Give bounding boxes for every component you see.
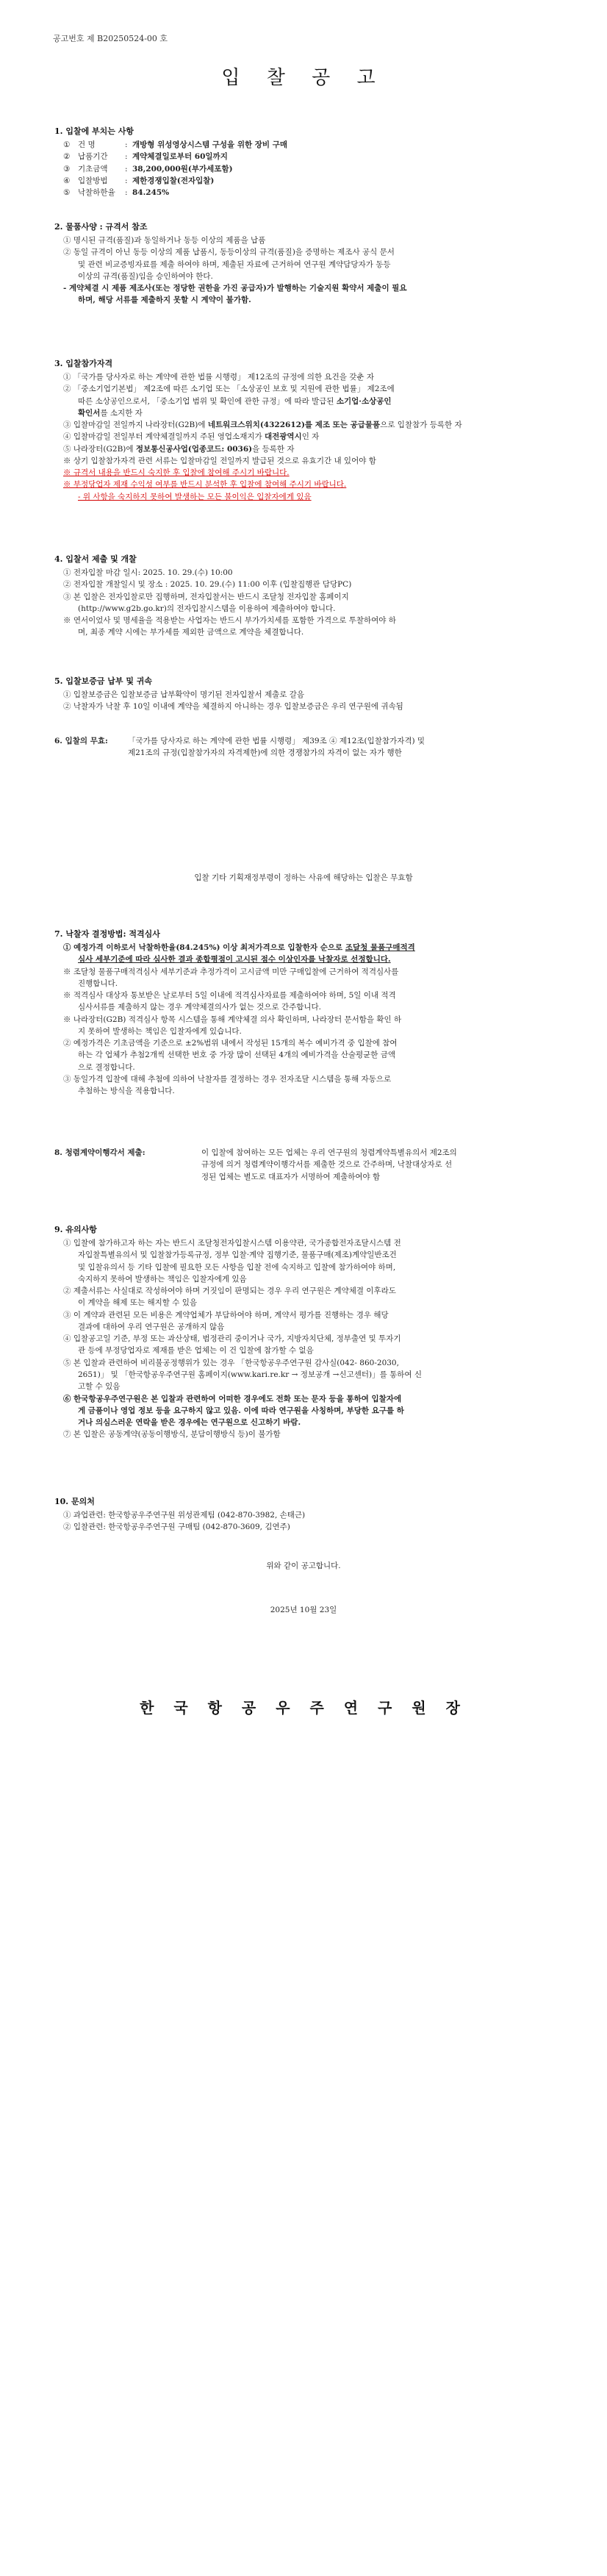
paragraph: ② 예정가격은 기초금액을 기준으로 ±2%범위 내에서 작성된 15개의 복수 예비가격 중 입찰에 참여 — [63, 1039, 398, 1048]
paragraph: 「국가를 당사자로 하는 계약에 관한 법률 시행령」 제39조 ④ 제12조(입찰참가자격) 및 — [128, 737, 425, 745]
paragraph: 및 입찰유의서 등 기타 입찰에 필요한 모든 사항을 입찰 전에 숙지하고 입찰에 참가하여야 하며, — [78, 1262, 396, 1272]
paragraph: ② 제출서류는 사실대로 작성하여야 하며 거짓임이 판명되는 경우 우리 연구원은 계약체결 이후라도 — [63, 1287, 396, 1296]
paragraph: (http://www.g2b.go.kr)의 전자입찰시스템을 이용하여 제출하여야 합니다. — [78, 604, 336, 613]
section-heading: 2. 물품사양 : 규격서 참조 — [54, 222, 148, 232]
base-amount-value: 38,200,000원(부가세포함) — [132, 164, 233, 173]
section-heading: 9. 유의사항 — [54, 1225, 97, 1234]
paragraph: 이 입찰에 참여하는 모든 업체는 우리 연구원의 청렴계약특별유의서 제2조의 — [201, 1148, 457, 1157]
paragraph: ① 「국가를 당사자로 하는 계약에 관한 법률 시행령」 제12조의 규정에 의한 요건을 갖춘 자 — [63, 373, 374, 382]
issuer-signature: 한 국 항 공 우 주 연 구 원 장 — [140, 1699, 467, 1717]
paragraph: ※ 적격심사 대상자 통보받은 날로부터 5일 이내에 적격심사자료를 제출하여야 하며, 5일 이내 적격 — [63, 991, 396, 1001]
paragraph: 며, 최종 계약 시에는 부가세를 제외한 금액으로 계약을 체결합니다. — [78, 628, 304, 637]
section-contact — [54, 1495, 554, 1534]
section-deposit — [54, 675, 554, 713]
paragraph: ※ 연서이었사 및 명세율을 적용받는 사업자는 반드시 부가가치세를 포함한 가격으로 투찰하여야 하 — [63, 616, 396, 626]
paragraph: 추첨하는 방식을 적용합니다. — [78, 1087, 175, 1096]
paragraph: ⑤ 본 입찰과 관련하여 비리불공정행위가 있는 경우 「한국항공우주연구원 감사실(042- 860-2030, — [63, 1358, 399, 1367]
item-row: ② 납품기간 : 계약체결일로부터 60일까지 — [54, 151, 554, 162]
section-heading: 8. 청렴계약이행각서 제출: — [54, 1148, 146, 1157]
warning-text: - 위 사항을 숙지하지 못하여 발생하는 모든 불이익은 입찰자에게 있음 — [78, 492, 312, 501]
section-integrity — [54, 1147, 554, 1183]
paragraph: ③ 입찰마감일 전일까지 나라장터(G2B)에 네트워크스위치(4322612)를 제조 또는 공급물품으로 입찰참가 등록한 자 — [63, 421, 462, 430]
item-row: ③ 기초금액 : 38,200,000원(부가세포함) — [54, 163, 554, 175]
paragraph: ① 입찰에 참가하고자 하는 자는 반드시 조달청전자입찰시스템 이용약관, 국가종합전자조달시스템 전 — [63, 1239, 401, 1248]
paragraph: 심사 세부기준에 따라 심사한 결과 종합평점이 고시된 점수 이상인자를 낙찰자로 선정합니다. — [78, 955, 391, 965]
section-heading: 3. 입찰참가자격 — [54, 359, 113, 368]
paragraph: ※ 나라장터(G2B) 적격심사 항목 시스템을 통해 계약체결 의사 확인하며, 나라장터 문서함을 확인 하 — [63, 1015, 402, 1024]
closing-text: 위와 같이 공고합니다. — [266, 1561, 341, 1570]
paragraph: ① 입찰보증금은 입찰보증금 납부확약이 명기된 전자입찰서 제출로 갈음 — [63, 690, 305, 700]
paragraph: ① 명시된 규격(품질)과 동일하거나 동등 이상의 제품을 납품 — [63, 236, 266, 246]
warning-text: ※ 규격서 내용을 반드시 숙지한 후 입찰에 참여해 주시기 바랍니다. — [63, 468, 290, 478]
paragraph: - 계약체결 시 제품 제조사(또는 정당한 권한을 가진 공급자)가 발행하는 기술지원 확약서 제출이 필요 — [63, 284, 407, 293]
item-row: ⑤ 낙찰하한율 : 84.245% — [54, 187, 554, 198]
paragraph: 이상의 규격(품질)임을 승인하여야 한다. — [78, 271, 213, 281]
section-heading: 6. 입찰의 무효: — [54, 737, 108, 745]
section-submission — [54, 553, 554, 639]
notice-date: 2025년 10월 23일 — [270, 1606, 337, 1614]
paragraph: 규정에 의거 청렴계약이행각서를 제출한 것으로 간주하며, 낙찰대상자로 선 — [201, 1160, 453, 1170]
paragraph: 하는 각 업체가 추첨2개씩 선택한 번호 중 가장 많이 선택된 4개의 예비가격을 산술평균한 금액 — [78, 1051, 396, 1060]
paragraph: 제21조의 규정(입찰참가자의 자격제한)에 의한 경쟁참가의 자격이 없는 자가 행한 — [128, 748, 402, 758]
paragraph: ⑤ 나라장터(G2B)에 정보통신공사업(업종코드: 0036)을 등록한 자 — [63, 444, 295, 454]
paragraph: 지 못하여 발생하는 책임은 입찰자에게 있습니다. — [78, 1026, 242, 1036]
paragraph: 거나 의심스러운 연락을 받은 경우에는 연구원으로 신고하기 바람. — [78, 1418, 301, 1428]
paragraph: ② 낙찰자가 낙찰 후 10일 이내에 계약을 체결하지 아니하는 경우 입찰보증금은 우리 연구원에 귀속됨 — [63, 702, 403, 712]
paragraph: 따른 소상공인으로서, 「중소기업 범위 및 확인에 관한 규정」에 따라 발급된 소기업·소상공인 — [78, 396, 392, 406]
paragraph: ⑦ 본 입찰은 공동계약(공동이행방식, 분담이행방식 등)이 불가함 — [63, 1430, 281, 1439]
paragraph: ④ 입찰마감일 전일부터 계약체결일까지 주된 영업소재지가 대전광역시인 자 — [63, 432, 320, 442]
section-eligibility — [54, 357, 554, 503]
paragraph: 확인서를 소지한 자 — [78, 408, 143, 418]
paragraph: 및 관련 비교증빙자료를 제출 하여야 하며, 제출된 자료에 근거하여 연구원 계약담당자가 동등 — [78, 260, 391, 269]
paragraph: 숙지하지 못하여 발생하는 책임은 입찰자에게 있음 — [78, 1274, 247, 1284]
item-name-value: 개방형 위성영상시스템 구성을 위한 장비 구매 — [132, 140, 287, 150]
paragraph: ③ 동일가격 입찰에 대해 추첨에 의하여 낙찰자를 결정하는 경우 전자조달 시스템을 통해 자동으로 — [63, 1074, 392, 1084]
paragraph: 진행합니다. — [78, 978, 118, 988]
paragraph: 고할 수 있음 — [78, 1382, 121, 1392]
delivery-period-value: 계약체결일로부터 60일까지 — [132, 152, 228, 162]
section-heading: 4. 입찰서 제출 및 개찰 — [54, 554, 137, 564]
section-specs — [54, 221, 554, 307]
paragraph: ※ 조달청 물품구매적격심사 세부기준과 추정가격이 고시금액 미만 구매입찰에 근거하여 적격심사를 — [63, 967, 399, 976]
paragraph: 이 계약을 해제 또는 해지할 수 있음 — [78, 1298, 198, 1308]
paragraph: 심사서류를 제출하지 않는 경우 계약체결의사가 없는 것으로 간주합니다. — [78, 1003, 321, 1012]
paragraph: ③ 이 계약과 관련된 모든 비용은 계약업체가 부담하여야 하며, 계약서 평가를 진행하는 경우 해당 — [63, 1310, 389, 1320]
paragraph: ⑥ 한국항공우주연구원은 본 입찰과 관련하여 어떠한 경우에도 전화 또는 문자 등을 통하여 입찰자에 — [63, 1394, 402, 1403]
paragraph: ② 동일 규격이 아닌 동등 이상의 제품 납품시, 동등이상의 규격(품질)을 증명하는 제조사 공식 문서 — [63, 248, 395, 257]
paragraph: 2651)」 및 「한국항공우주연구원 홈페이지(www.kari.re.kr → 정보공개 →신고센터)」를 통하여 신 — [78, 1370, 423, 1379]
section-heading: 1. 입찰에 부치는 사항 — [54, 126, 134, 136]
contact-line: ② 입찰관련: 한국항공우주연구원 구매팀 (042-870-3609, 김연주) — [63, 1523, 290, 1532]
paragraph: ③ 본 입찰은 전자입찰로만 집행하며, 전자입찰서는 반드시 조달청 전자입찰 홈페이지 — [63, 592, 349, 601]
bid-method-value: 제한경쟁입찰(전자입찰) — [132, 176, 215, 185]
invalid-clause: 입찰 기타 기획재정부령이 정하는 사유에 해당하는 입찰은 무효함 — [194, 873, 413, 882]
paragraph: 으로 결정합니다. — [78, 1062, 135, 1072]
paragraph: 관 등에 부정당업자로 제재를 받은 업체는 이 건 입찰에 참가할 수 없음 — [78, 1346, 314, 1356]
section-heading: 7. 낙찰자 결정방법: 적격심사 — [54, 929, 160, 939]
notice-number: 공고번호 제 B20250524-00 호 — [53, 34, 168, 43]
paragraph: 하며, 해당 서류를 제출하지 못할 시 계약이 불가함. — [78, 296, 251, 305]
section-heading: 10. 문의처 — [54, 1497, 95, 1506]
paragraph: ① 전자입찰 마감 일시: 2025. 10. 29.(수) 10:00 — [63, 568, 233, 578]
section-award — [54, 928, 554, 1098]
lower-limit-value: 84.245% — [132, 188, 170, 198]
paragraph: 정된 업체는 별도로 대표자가 서명하여 제출하여야 함 — [201, 1172, 381, 1181]
section-heading: 5. 입찰보증금 납부 및 귀속 — [54, 676, 153, 686]
paragraph: 결과에 대하여 우리 연구원은 공개하지 않음 — [78, 1322, 225, 1331]
page-title: 입 찰 공 고 — [221, 67, 386, 89]
item-row: ④ 입찰방법 : 제한경쟁입찰(전자입찰) — [54, 175, 554, 187]
section-invalid — [54, 735, 554, 759]
item-row: ① 건 명 : 개방형 위성영상시스템 구성을 위한 장비 구매 — [54, 139, 554, 151]
paragraph: 자입찰특별유의서 및 입찰참가등록규정, 정부 입찰·계약 집행기준, 물품구매(제조)계약일반조건 — [78, 1251, 397, 1260]
section-notes — [54, 1223, 554, 1441]
paragraph: ① 예정가격 이하로서 낙찰하한율(84.245%) 이상 최저가격으로 입찰한자 순으로 조달청 물품구매적격 — [63, 943, 415, 953]
paragraph: ② 「중소기업기본법」 제2조에 따른 소기업 또는 「소상공인 보호 및 지원에 관한 법률」 제2조에 — [63, 384, 395, 394]
paragraph: ④ 입찰공고일 기준, 부정 또는 과산상태, 범정관리 중이거나 국가, 지방자치단체, 정부출연 및 투자기 — [63, 1334, 401, 1344]
paragraph: ※ 상기 입찰참가자격 관련 서류는 입찰마감일 전일까지 발급된 것으로 유효기간 내 있어야 함 — [63, 456, 376, 465]
section-items — [54, 125, 554, 198]
contact-line: ① 과업관련: 한국항공우주연구원 위성관제팀 (042-870-3982, 손태근) — [63, 1511, 306, 1520]
warning-text: ※ 부정당업자 제재 수익성 여부를 반드시 분석한 후 입찰에 참여해 주시기 바랍니다. — [63, 480, 347, 490]
paragraph: ② 전자입찰 개찰일시 및 장소 : 2025. 10. 29.(수) 11:00 이후 (입찰집행관 담당PC) — [63, 580, 352, 590]
paragraph: 게 금품이나 영업 정보 등을 요구하지 않고 있음. 이에 따라 연구원을 사칭하며, 부당한 요구를 하 — [78, 1406, 404, 1415]
